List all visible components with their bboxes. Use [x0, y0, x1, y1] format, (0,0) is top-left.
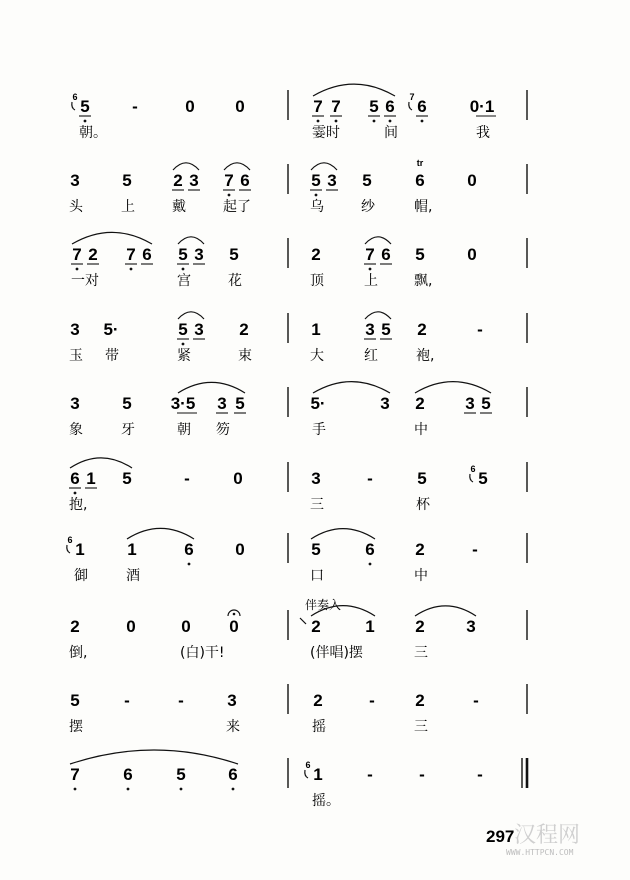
note: -: [419, 765, 425, 784]
lyric: 一对: [71, 273, 99, 289]
note: 1: [313, 765, 323, 784]
note: 7: [126, 245, 136, 264]
note: 0: [233, 469, 243, 488]
lyric: (白)干!: [180, 645, 225, 661]
grace-note: 6: [470, 464, 476, 474]
lower-octave-dot: [228, 194, 231, 197]
lyric: 花: [228, 273, 242, 289]
note: 0·1: [469, 97, 495, 116]
lower-octave-dot: [182, 268, 185, 271]
note: 0: [467, 245, 477, 264]
lower-octave-dot: [315, 194, 318, 197]
note: 5: [178, 245, 188, 264]
slur: [70, 750, 238, 764]
lyric: 摇: [312, 719, 326, 735]
note: 0: [185, 97, 195, 116]
grace-slur: [409, 102, 412, 110]
slur: [365, 237, 391, 244]
note: 6: [365, 540, 375, 559]
system-7: [67, 528, 527, 584]
slur: [415, 382, 491, 393]
slur: [178, 237, 204, 244]
system-5: [69, 382, 527, 438]
note: 6: [228, 765, 238, 784]
note: 5: [235, 394, 245, 413]
lower-octave-dot: [180, 788, 183, 791]
system-9: [69, 684, 527, 735]
note: 2: [415, 540, 425, 559]
watermark-logo: 汉程网: [514, 823, 581, 848]
note: 2: [311, 617, 321, 636]
note: 5: [122, 469, 132, 488]
lyric: 中: [414, 568, 428, 584]
lyric: 摆: [69, 719, 83, 735]
slur: [70, 458, 132, 468]
lyric: 袍,: [416, 348, 435, 364]
lyric: 口: [310, 568, 324, 584]
lyric: 间: [384, 125, 398, 141]
lyric: 宫: [177, 273, 191, 289]
lyric: 来: [226, 719, 240, 735]
slur: [178, 382, 245, 393]
lyric: 手: [312, 422, 326, 438]
grace-slur: [72, 102, 75, 110]
note: 5: [415, 245, 425, 264]
note: 5: [122, 394, 132, 413]
note: 3: [327, 171, 337, 190]
note: 5: [178, 320, 188, 339]
lyric: 摇。: [312, 793, 340, 809]
note: 5: [70, 691, 80, 710]
lyric: 象: [69, 422, 83, 438]
lower-octave-dot: [369, 268, 372, 271]
note: 1: [86, 469, 96, 488]
system-3: [71, 232, 527, 289]
slur: [72, 232, 152, 244]
note: 5: [176, 765, 186, 784]
note: 7: [70, 765, 80, 784]
note: 6: [184, 540, 194, 559]
accompaniment-mark: 伴奏入: [305, 598, 342, 612]
note: 3: [227, 691, 237, 710]
slur: [224, 163, 250, 170]
lyric: 纱: [361, 199, 375, 215]
note: 6: [417, 97, 427, 116]
note: 2: [415, 617, 425, 636]
note: 5·: [103, 320, 119, 339]
lyric: 抱,: [69, 497, 88, 513]
note: 2: [88, 245, 98, 264]
note: 6: [381, 245, 391, 264]
lyric: 笏: [216, 422, 230, 438]
watermark: [506, 823, 580, 857]
grace-note: 6: [67, 535, 73, 545]
note: 3: [380, 394, 390, 413]
slur: [415, 606, 476, 616]
grace-slur: [67, 545, 70, 553]
note: 6: [70, 469, 80, 488]
lyric: 紧: [177, 348, 191, 364]
note: 6: [385, 97, 395, 116]
note: 2: [311, 245, 321, 264]
note: 5: [362, 171, 372, 190]
note: 0: [181, 617, 191, 636]
lower-octave-dot: [74, 492, 77, 495]
note: 5: [229, 245, 239, 264]
note: 7: [72, 245, 82, 264]
lyric: 上: [364, 273, 378, 289]
note: 7: [331, 97, 341, 116]
note: -: [472, 540, 478, 559]
entry-arrow: [300, 618, 306, 624]
note: 1: [311, 320, 321, 339]
slur: [127, 528, 194, 539]
lyric: 红: [364, 348, 378, 364]
note: 0: [229, 617, 239, 636]
grace-slur: [305, 770, 308, 778]
note: 5: [122, 171, 132, 190]
system-4: [69, 312, 527, 364]
note: -: [367, 765, 373, 784]
note: 3: [217, 394, 227, 413]
note: 0: [235, 540, 245, 559]
note: 2: [415, 394, 425, 413]
note: 6: [142, 245, 152, 264]
note: -: [477, 320, 483, 339]
note: 5·: [310, 394, 326, 413]
note: 2: [70, 617, 80, 636]
note: 3: [465, 394, 475, 413]
lyric: 帽,: [414, 199, 433, 215]
note: -: [367, 469, 373, 488]
lyric: 牙: [121, 422, 135, 438]
note: 2: [239, 320, 249, 339]
lyric: 带: [105, 348, 119, 364]
score-systems: [67, 84, 527, 809]
lower-octave-dot: [182, 343, 185, 346]
lower-octave-dot: [369, 563, 372, 566]
slur: [311, 529, 375, 539]
lower-octave-dot: [74, 788, 77, 791]
note: 3: [365, 320, 375, 339]
lower-octave-dot: [389, 120, 392, 123]
lyric: 顶: [310, 273, 324, 289]
lyric: 三: [414, 645, 428, 661]
lower-octave-dot: [188, 563, 191, 566]
lower-octave-dot: [130, 268, 133, 271]
lyric: 三: [414, 719, 428, 735]
note: -: [473, 691, 479, 710]
lyric: 我: [476, 125, 490, 141]
note: 6: [240, 171, 250, 190]
note: -: [132, 97, 138, 116]
lower-octave-dot: [127, 788, 130, 791]
note: 0: [126, 617, 136, 636]
lower-octave-dot: [335, 120, 338, 123]
note: 0: [467, 171, 477, 190]
note: 3·5: [170, 394, 196, 413]
watermark-url: WWW.HTTPCN.COM: [506, 848, 574, 857]
note: 5: [478, 469, 488, 488]
note: -: [369, 691, 375, 710]
note: 3: [70, 171, 80, 190]
note: 6: [415, 171, 425, 190]
slur: [173, 163, 199, 170]
note: -: [184, 469, 190, 488]
lyric: 束: [238, 348, 252, 364]
lyric: 朝。: [79, 125, 107, 141]
slur: [313, 382, 390, 393]
slur: [178, 312, 204, 319]
note: 3: [194, 245, 204, 264]
note: 5: [80, 97, 90, 116]
system-8: [69, 597, 527, 661]
note: -: [477, 765, 483, 784]
lower-octave-dot: [373, 120, 376, 123]
note: -: [178, 691, 184, 710]
lyric: 酒: [126, 568, 140, 584]
lyric: 倒,: [69, 645, 88, 661]
note: 2: [313, 691, 323, 710]
lyric: 中: [414, 422, 428, 438]
note: 3: [70, 320, 80, 339]
lower-octave-dot: [76, 268, 79, 271]
note: 0: [235, 97, 245, 116]
note: 3: [70, 394, 80, 413]
lower-octave-dot: [232, 788, 235, 791]
lyric: 头: [69, 199, 83, 215]
grace-slur: [470, 474, 473, 482]
grace-note: 6: [305, 760, 311, 770]
note: 1: [127, 540, 137, 559]
note: 5: [481, 394, 491, 413]
page-number: 297: [486, 827, 515, 846]
lyric: 乌: [310, 199, 324, 215]
note: 2: [417, 320, 427, 339]
lyric: 朝: [177, 422, 191, 438]
note: 6: [123, 765, 133, 784]
lyric: 御: [74, 568, 88, 584]
note: 1: [75, 540, 85, 559]
lyric: 玉: [69, 348, 83, 364]
lyric: 杯: [416, 497, 430, 513]
lyric: (伴唱)摆: [310, 645, 363, 661]
note: 5: [311, 171, 321, 190]
lyric: 起了: [223, 199, 251, 215]
note: 3: [189, 171, 199, 190]
slur: [313, 84, 395, 96]
note: 5: [311, 540, 321, 559]
note: 7: [224, 171, 234, 190]
lyric: 上: [121, 199, 135, 215]
note: 3: [466, 617, 476, 636]
note: 7: [313, 97, 323, 116]
note: -: [124, 691, 130, 710]
trill-mark: tr: [416, 158, 424, 168]
note: 3: [194, 320, 204, 339]
lower-octave-dot: [317, 120, 320, 123]
slur: [365, 312, 391, 319]
lyric: 霎时: [312, 125, 340, 141]
note: 3: [311, 469, 321, 488]
system-2: [69, 158, 527, 215]
fermata-dot: [233, 613, 236, 616]
note: 7: [365, 245, 375, 264]
note: 5: [369, 97, 379, 116]
lyric: 大: [310, 348, 324, 364]
note: 5: [381, 320, 391, 339]
lyric: 三: [310, 497, 324, 513]
lower-octave-dot: [421, 120, 424, 123]
lyric: 戴: [172, 199, 186, 215]
system-6: [69, 458, 527, 513]
note: 2: [173, 171, 183, 190]
system-10: [70, 750, 527, 809]
slur: [311, 163, 337, 170]
note: 5: [417, 469, 427, 488]
lower-octave-dot: [84, 120, 87, 123]
grace-note: 6: [72, 92, 78, 102]
note: 1: [365, 617, 375, 636]
lyric: 飘,: [414, 273, 433, 289]
note: 2: [415, 691, 425, 710]
grace-note: 7: [409, 92, 415, 102]
system-1: [72, 84, 527, 141]
